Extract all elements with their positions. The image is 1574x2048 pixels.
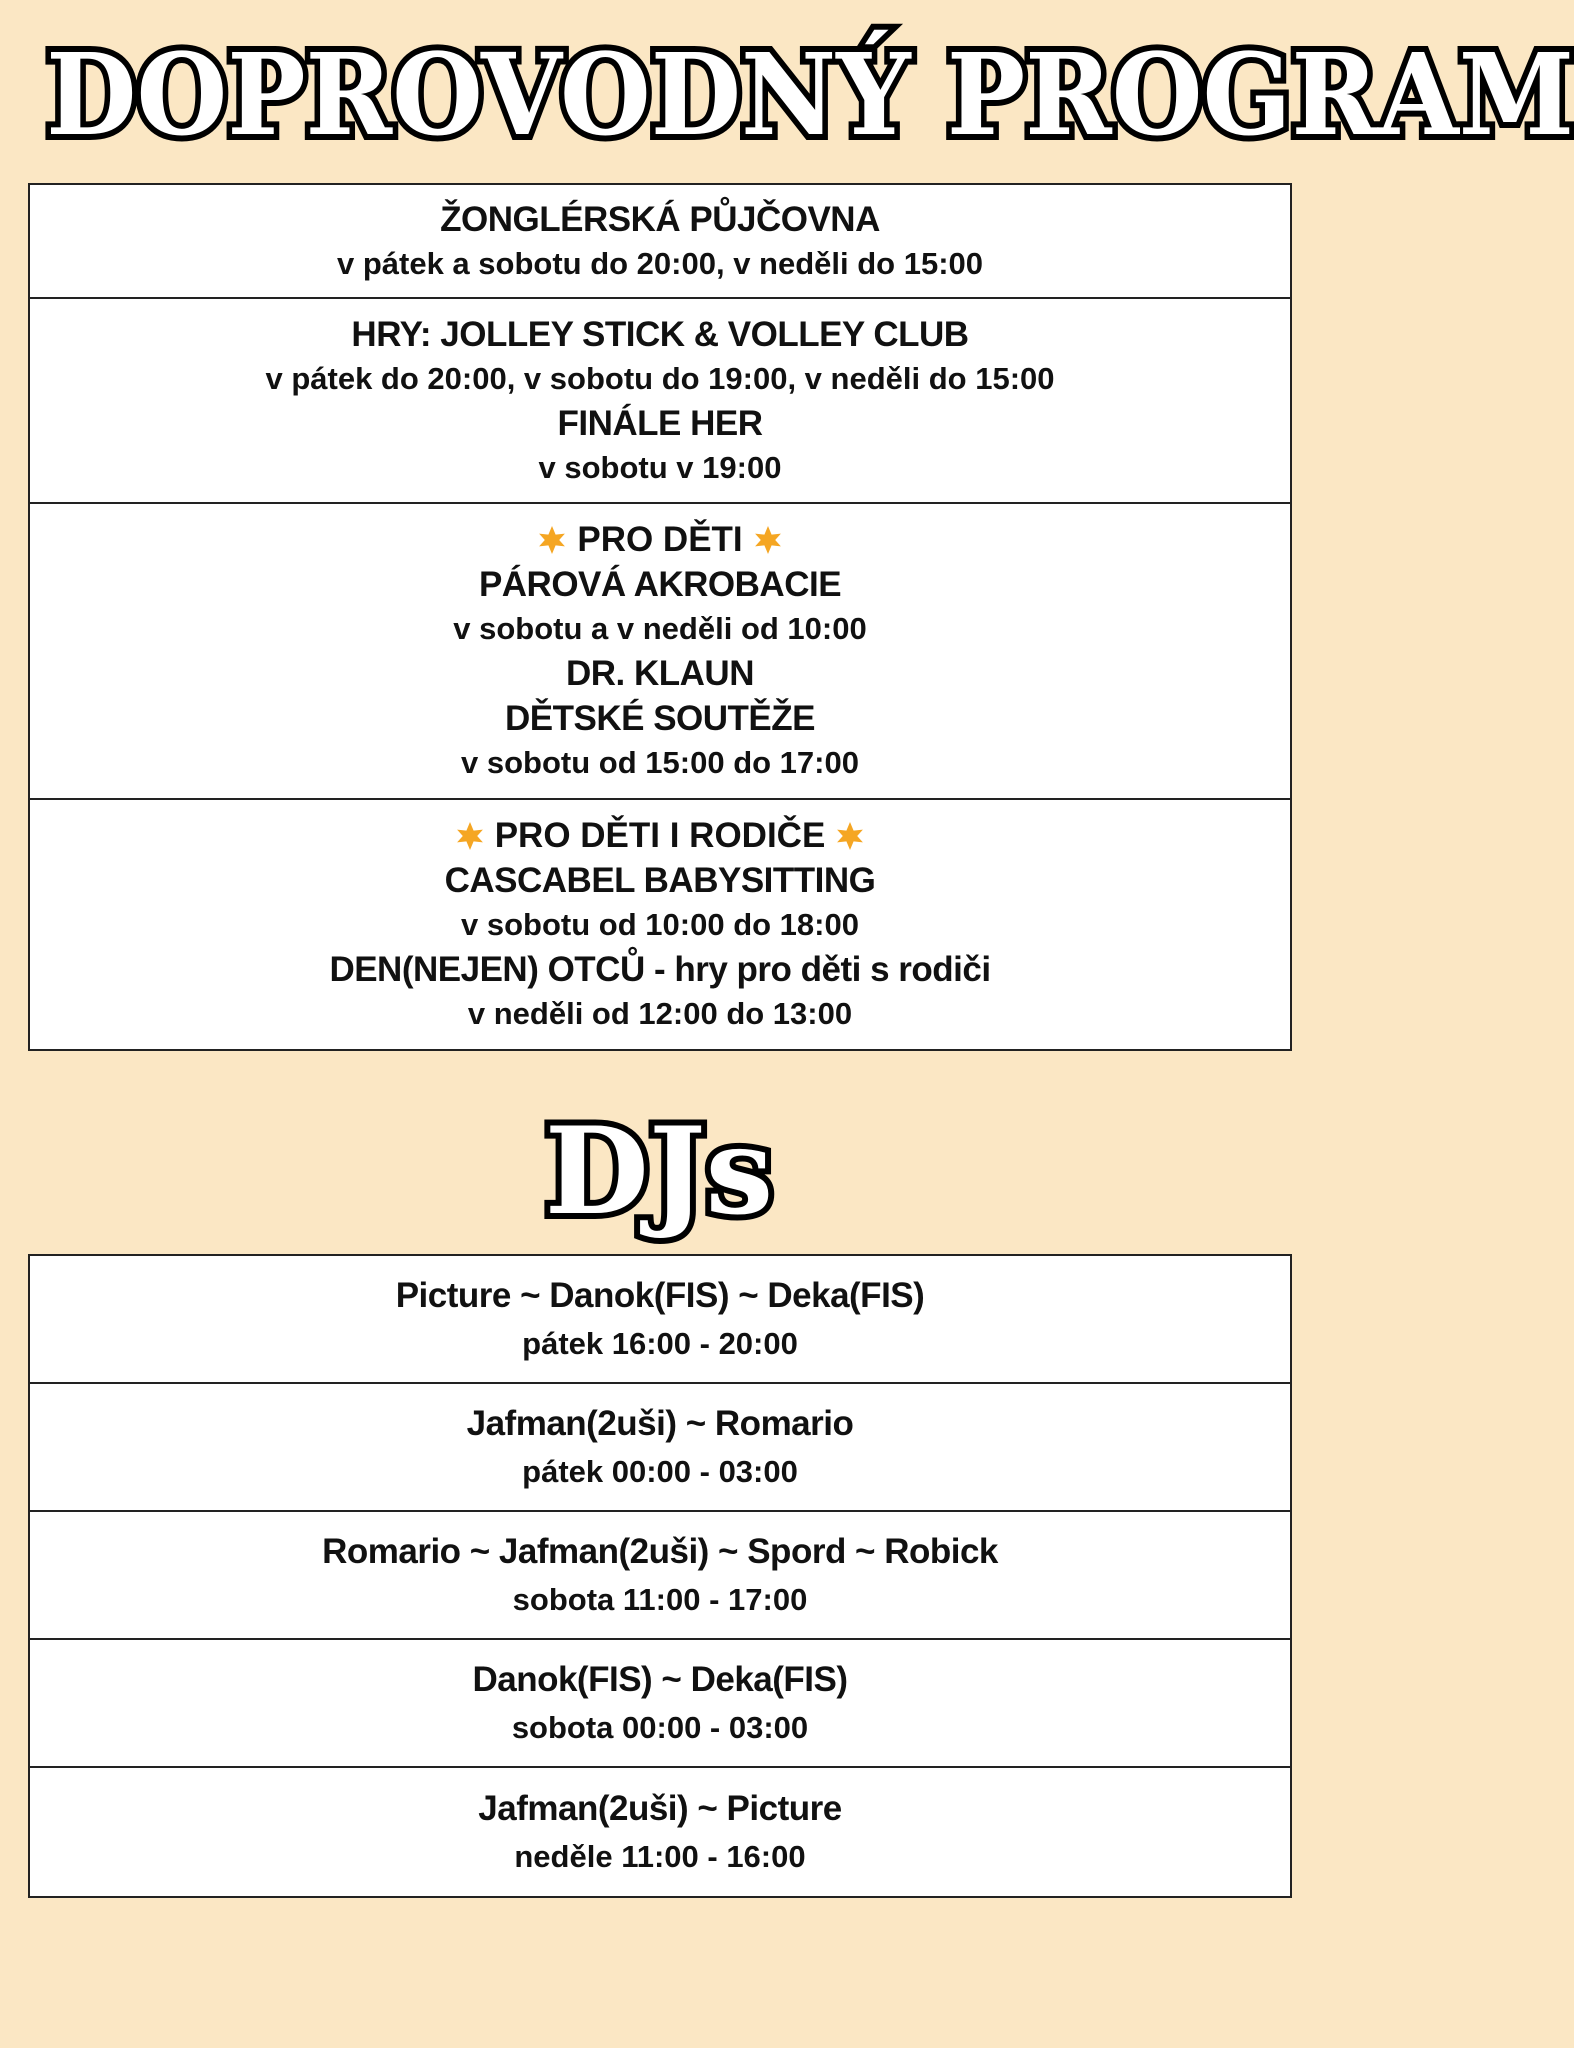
djs-table — [28, 1254, 1292, 1898]
program-item-time: v sobotu a v neděli od 10:00 — [453, 611, 867, 646]
program-item-title: DR. KLAUN — [566, 654, 754, 693]
program-item-title: ŽONGLÉRSKÁ PŮJČOVNA — [440, 199, 880, 239]
dj-time: sobota 11:00 - 17:00 — [512, 1582, 808, 1617]
program-item-time: v sobotu od 15:00 do 17:00 — [461, 745, 859, 780]
star-icon — [753, 525, 783, 555]
dj-row — [30, 1256, 1290, 1384]
star-icon — [455, 821, 485, 851]
dj-row — [30, 1384, 1290, 1512]
program-item-time: v pátek do 20:00, v sobotu do 19:00, v neděli do 15:00 — [265, 360, 1055, 396]
dj-time: pátek 16:00 - 20:00 — [522, 1326, 798, 1361]
program-row — [30, 185, 1290, 299]
star-icon — [835, 821, 865, 851]
program-item-title: HRY: JOLLEY STICK & VOLLEY CLUB — [351, 314, 969, 354]
program-item-time: v pátek a sobotu do 20:00, v neděli do 15:00 — [336, 245, 984, 281]
program-row — [30, 504, 1290, 800]
dj-names: Danok(FIS) ~ Deka(FIS) — [472, 1660, 848, 1699]
program-row — [30, 800, 1290, 1049]
dj-time: sobota 00:00 - 03:00 — [511, 1710, 809, 1745]
star-icon — [537, 525, 567, 555]
section-heading — [537, 517, 782, 562]
program-row — [30, 299, 1290, 504]
section-heading-label: PRO DĚTI — [577, 520, 743, 559]
program-table — [28, 183, 1292, 1051]
dj-names: Jafman(2uši) ~ Picture — [478, 1789, 842, 1828]
djs-title: DJs — [544, 1101, 774, 1242]
dj-row — [30, 1640, 1290, 1768]
dj-time: pátek 00:00 - 03:00 — [522, 1454, 798, 1489]
program-item-title: DEN(NEJEN) OTCŮ - hry pro děti s rodiči — [329, 950, 991, 989]
dj-row — [30, 1512, 1290, 1640]
program-title: DOPROVODNÝ PROGRAM — [46, 30, 1574, 161]
dj-names: Picture ~ Danok(FIS) ~ Deka(FIS) — [395, 1276, 925, 1315]
section-heading-label: PRO DĚTI I RODIČE — [494, 816, 826, 855]
program-item-title: FINÁLE HER — [557, 403, 763, 443]
dj-time: neděle 11:00 - 16:00 — [514, 1839, 806, 1874]
program-item-time: v sobotu v 19:00 — [538, 449, 782, 485]
dj-row — [30, 1768, 1290, 1896]
program-item-title: CASCABEL BABYSITTING — [444, 861, 876, 900]
program-item-title: PÁROVÁ AKROBACIE — [478, 565, 842, 604]
section-heading — [455, 813, 866, 858]
dj-names: Romario ~ Jafman(2uši) ~ Spord ~ Robick — [322, 1532, 998, 1571]
dj-names: Jafman(2uši) ~ Romario — [466, 1404, 854, 1443]
program-item-time: v neděli od 12:00 do 13:00 — [467, 996, 853, 1031]
program-item-title: DĚTSKÉ SOUTĚŽE — [505, 699, 815, 738]
program-item-time: v sobotu od 10:00 do 18:00 — [461, 907, 859, 942]
